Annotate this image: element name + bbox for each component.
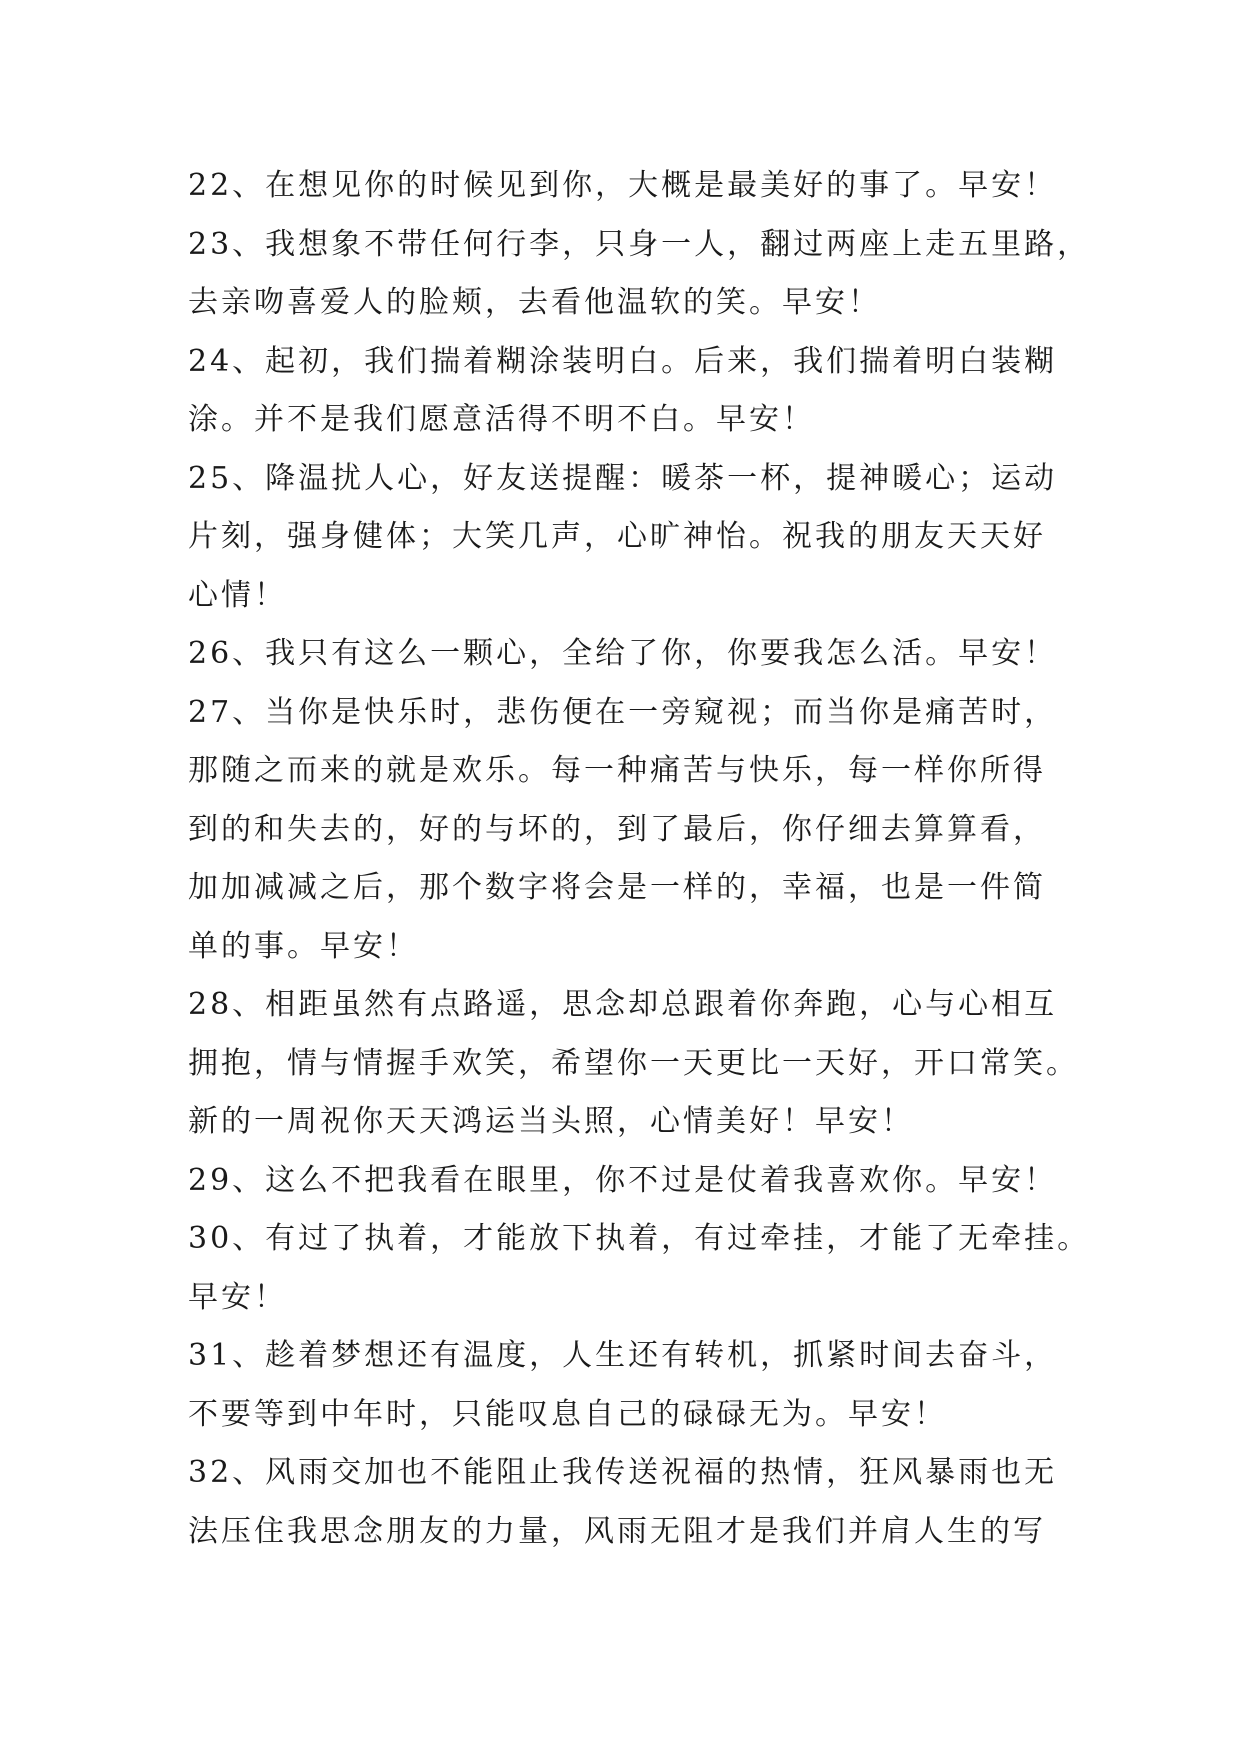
text-line: 32、风雨交加也不能阻止我传送祝福的热情，狂风暴雨也无 bbox=[188, 1455, 1058, 1490]
text-line: 去亲吻喜爱人的脸颊，去看他温软的笑。早安！ bbox=[188, 285, 881, 320]
text-line: 27、当你是快乐时，悲伤便在一旁窥视；而当你是痛苦时， bbox=[188, 694, 1058, 730]
text-line: 25、降温扰人心，好友送提醒：暖茶一杯，提神暖心；运动 bbox=[188, 460, 1058, 496]
text-line: 拥抱，情与情握手欢笑，希望你一天更比一天好，开口常笑。 bbox=[188, 1045, 1079, 1081]
text-line: 29、这么不把我看在眼里，你不过是仗着我喜欢你。早安！ bbox=[188, 1162, 1058, 1198]
text-line: 那随之而来的就是欢乐。每一种痛苦与快乐，每一样你所得 bbox=[188, 753, 1046, 788]
text-line: 涂。并不是我们愿意活得不明不白。早安！ bbox=[188, 402, 815, 437]
text-line: 加加减减之后，那个数字将会是一样的，幸福，也是一件简 bbox=[188, 870, 1046, 905]
text-line: 早安！ bbox=[188, 1279, 287, 1315]
text-line: 23、我想象不带任何行李，只身一人，翻过两座上走五里路， bbox=[188, 226, 1091, 262]
text-line: 30、有过了执着，才能放下执着，有过牵挂，才能了无牵挂。 bbox=[188, 1221, 1091, 1256]
document-body bbox=[188, 157, 1091, 1561]
text-line: 31、趁着梦想还有温度，人生还有转机，抓紧时间去奋斗， bbox=[188, 1338, 1058, 1373]
text-line: 法压住我思念朋友的力量，风雨无阻才是我们并肩人生的写 bbox=[188, 1513, 1046, 1549]
text-line: 片刻，强身健体；大笑几声，心旷神怡。祝我的朋友天天好 bbox=[188, 519, 1046, 554]
text-line: 28、相距虽然有点路遥，思念却总跟着你奔跑，心与心相互 bbox=[188, 987, 1058, 1022]
text-line: 单的事。早安！ bbox=[188, 928, 419, 964]
text-line: 不要等到中年时，只能叹息自己的碌碌无为。早安！ bbox=[188, 1396, 947, 1432]
text-line: 26、我只有这么一颗心，全给了你，你要我怎么活。早安！ bbox=[188, 636, 1058, 671]
text-line: 到的和失去的，好的与坏的，到了最后，你仔细去算算看， bbox=[188, 811, 1046, 847]
text-line: 心情！ bbox=[188, 577, 287, 613]
text-line: 新的一周祝你天天鸿运当头照，心情美好！早安！ bbox=[188, 1104, 914, 1139]
text-line: 24、起初，我们揣着糊涂装明白。后来，我们揣着明白装糊 bbox=[188, 343, 1058, 379]
text-line: 22、在想见你的时候见到你，大概是最美好的事了。早安！ bbox=[188, 168, 1058, 203]
